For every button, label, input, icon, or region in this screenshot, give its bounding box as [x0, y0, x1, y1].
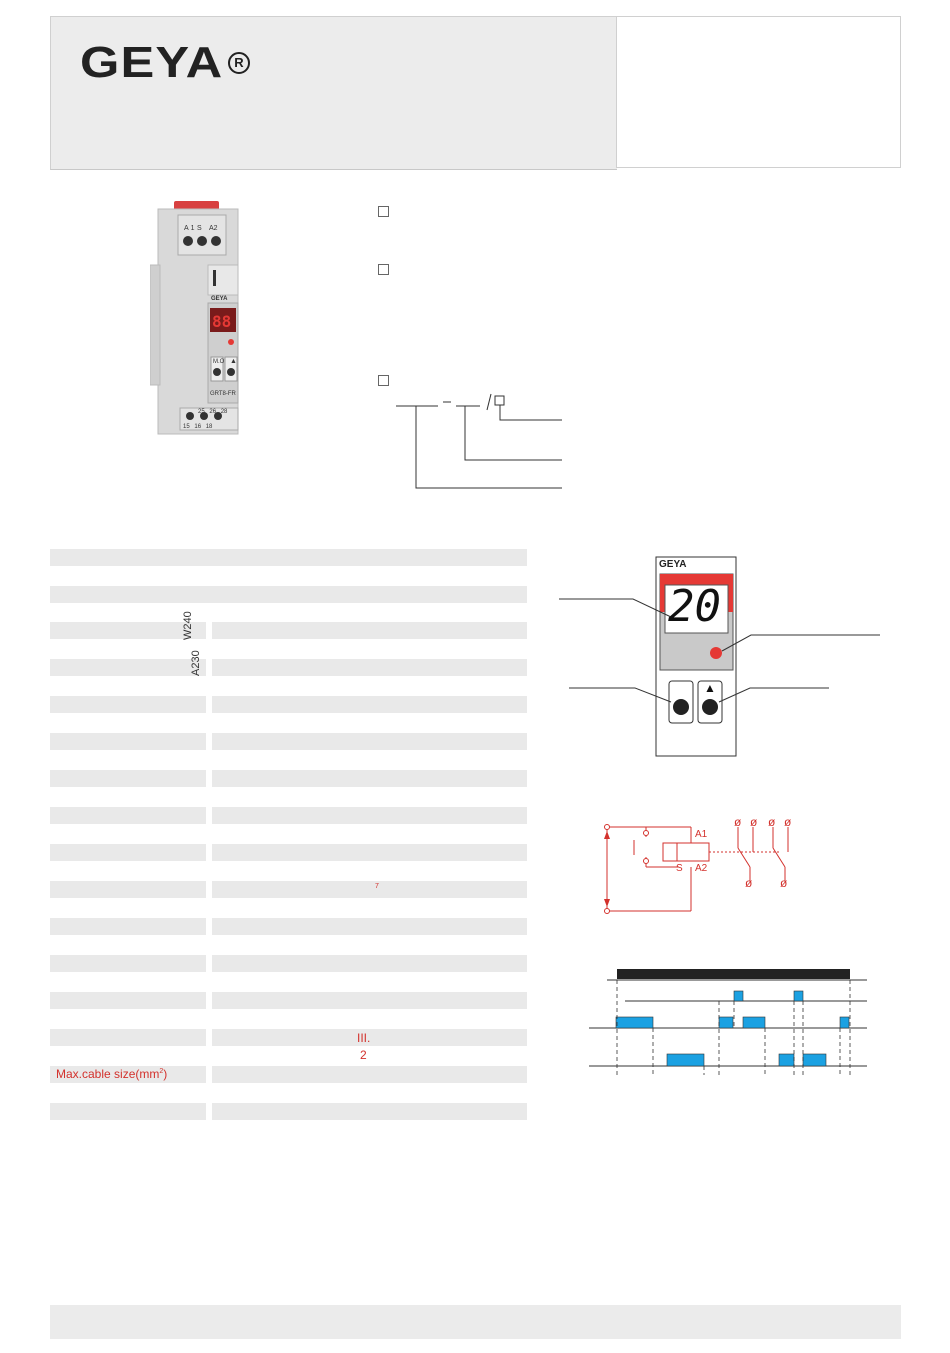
spec-row-value — [212, 1066, 527, 1083]
terminal-label: 25 — [198, 409, 205, 415]
spec-row — [50, 549, 527, 566]
spec-row-label — [50, 844, 206, 861]
spec-row-value — [212, 881, 527, 898]
spec-row-value — [212, 622, 527, 639]
spec-row-label — [50, 992, 206, 1009]
spec-row-value — [212, 955, 527, 972]
terminal-symbol: ø — [784, 815, 792, 829]
spec-row-value — [212, 807, 527, 824]
terminal-symbol: ø — [750, 815, 758, 829]
timing-diagram — [585, 965, 875, 1080]
device-terminals-top — [198, 409, 227, 415]
device-terminal-label-a2: A2 — [209, 225, 218, 232]
spec-row-label — [50, 659, 206, 676]
wiring-label-s: S — [676, 863, 683, 874]
spec-value-pollution: 2 — [360, 1048, 367, 1062]
spec-row-label — [50, 733, 206, 750]
device-terminal-label-s: S — [197, 225, 202, 232]
terminal-label: 28 — [220, 409, 228, 415]
device-button-right-label: ▲ — [230, 358, 237, 365]
spec-row-label — [50, 955, 206, 972]
footer-bar — [50, 1305, 901, 1339]
device-terminals-bottom — [183, 424, 212, 430]
terminal-symbol: ø — [768, 815, 776, 829]
spec-row-label — [50, 807, 206, 824]
device-model: GRT8-FR — [210, 391, 236, 397]
spec-row-value — [212, 918, 527, 935]
bullet-function — [378, 264, 389, 275]
terminal-label: 15 — [183, 424, 190, 430]
spec-row-value — [212, 1103, 527, 1120]
terminal-label: 26 — [209, 409, 217, 415]
spec-row-value — [212, 992, 527, 1009]
spec-row-label — [50, 881, 206, 898]
front-panel-display: 20 — [668, 581, 721, 632]
device-display: 88 — [212, 312, 232, 331]
front-panel-brand: GEYA — [659, 559, 687, 570]
spec-row-value — [212, 733, 527, 750]
spec-row-label — [50, 918, 206, 935]
terminal-symbol: ø — [745, 876, 753, 890]
ordering-code-diagram — [390, 392, 570, 492]
spec-row-value — [212, 844, 527, 861]
spec-row-label — [50, 1029, 206, 1046]
max-cable-close: ) — [163, 1067, 168, 1081]
front-panel-up-icon: ▲ — [704, 681, 716, 695]
spec-row-label — [50, 770, 206, 787]
voltage-label-lower: A230 — [190, 650, 202, 676]
spec-footnote: 7 — [375, 883, 379, 890]
max-cable-label: Max.cable size(mm — [56, 1067, 160, 1081]
spec-row-value — [212, 659, 527, 676]
wiring-label-a2: A2 — [695, 863, 708, 874]
terminal-label: 16 — [194, 424, 202, 430]
device-button-left-label: M.O — [213, 359, 225, 365]
bullet-ordering — [378, 375, 389, 386]
spec-row — [50, 586, 527, 603]
device-brand: GEYA — [211, 296, 228, 302]
spec-row-label — [50, 1103, 206, 1120]
brand-logo: GEYA — [80, 38, 224, 87]
spec-value-category: III. — [357, 1031, 371, 1045]
spec-row-value — [212, 770, 527, 787]
terminal-label: 18 — [205, 424, 213, 430]
registered-mark: R — [228, 52, 250, 74]
voltage-label-upper: W240 — [182, 611, 194, 640]
device-terminal-label-a1: A1 — [184, 225, 197, 232]
terminal-symbol: ø — [734, 815, 742, 829]
spec-row-label — [50, 696, 206, 713]
spec-label-max-cable — [56, 1067, 167, 1081]
header-info-box — [616, 16, 901, 168]
wiring-label-a1: A1 — [695, 829, 708, 840]
spec-row-value — [212, 696, 527, 713]
bullet-features — [378, 206, 389, 217]
terminal-symbol: ø — [780, 876, 788, 890]
max-cable-sup: 2 — [159, 1068, 164, 1075]
